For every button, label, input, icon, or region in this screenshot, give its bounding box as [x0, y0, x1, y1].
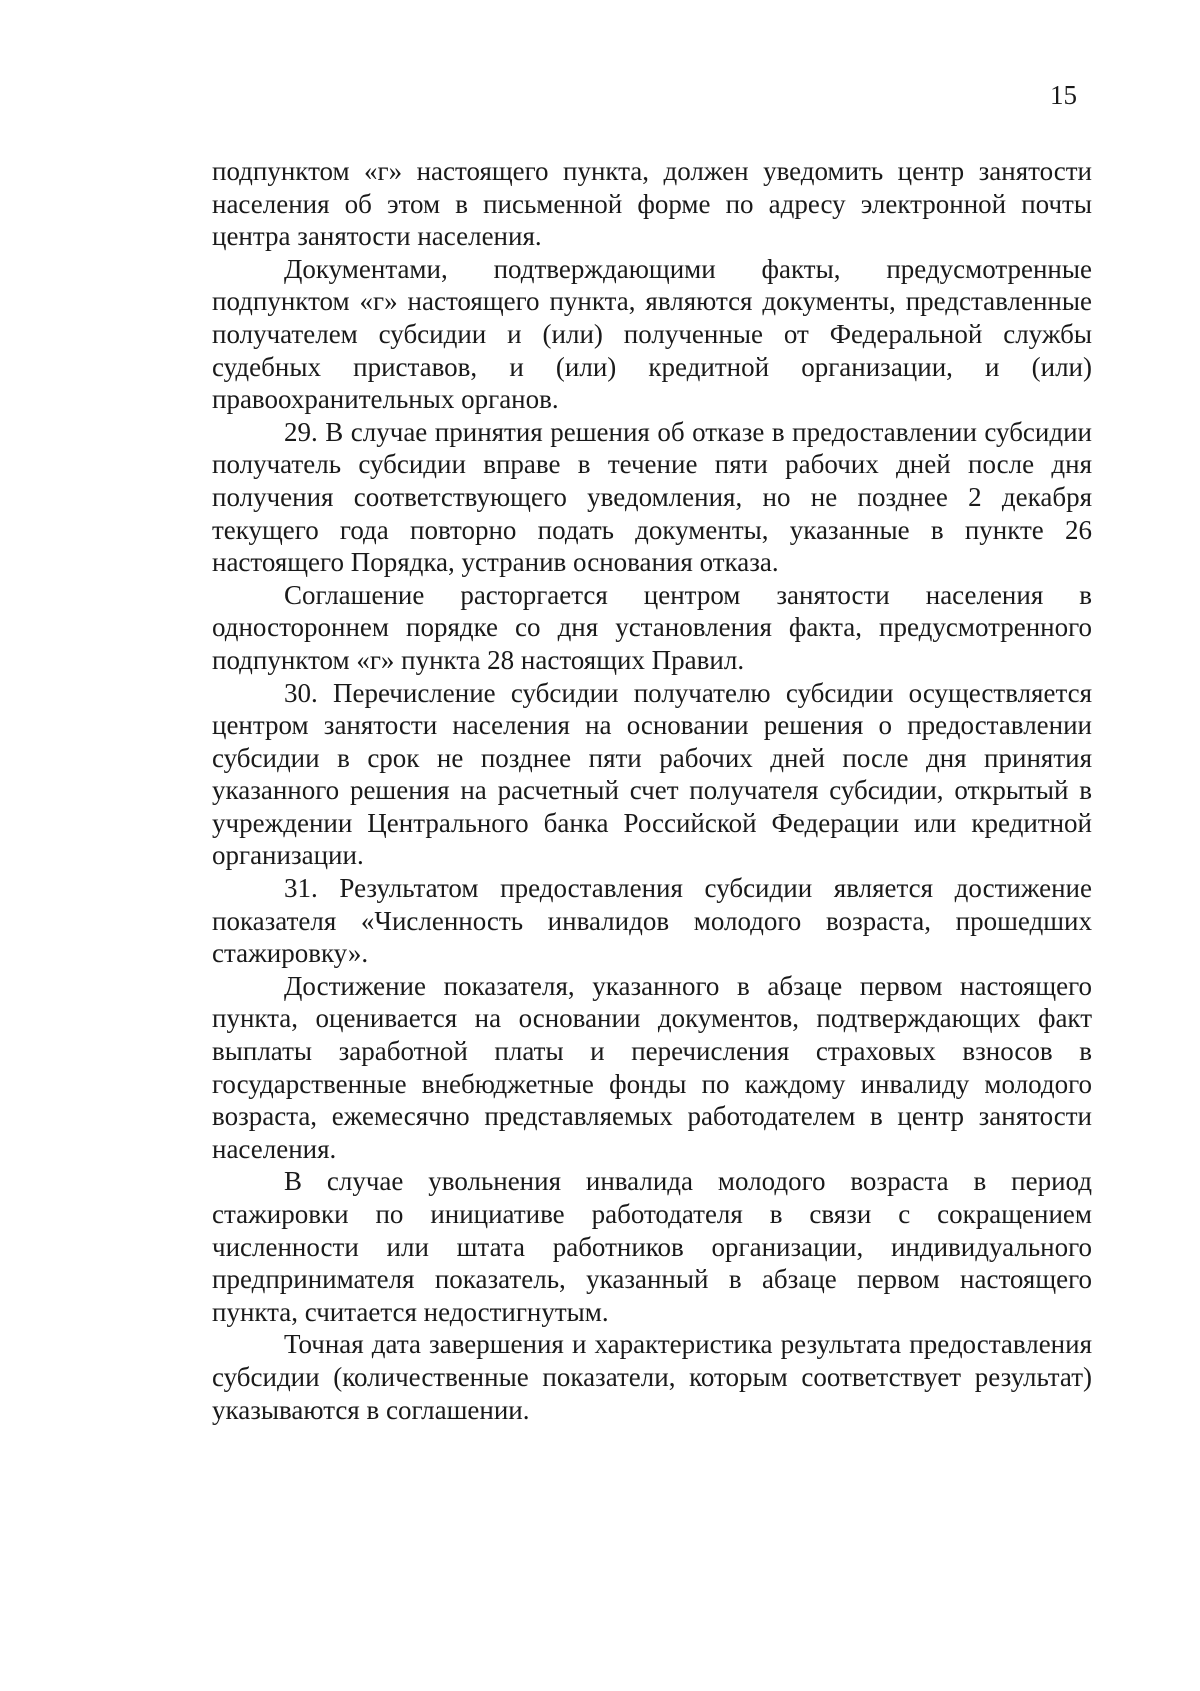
paragraph-agreement-termination: Соглашение расторгается центром занятости населения в одностороннем порядке со дня установления факта, предусмотренного подпунктом «г» пункта 28 настоящих Правил. [212, 579, 1092, 675]
paragraph-continuation: подпунктом «г» настоящего пункта, должен уведомить центр занятости населения об этом в письменной форме по адресу электронной почты центра занятости населения. [212, 156, 1092, 252]
document-body [212, 155, 1092, 1426]
paragraph-item-30: 30. Перечисление субсидии получателю субсидии осуществляется центром занятости населения на основании решения о предоставлении субсидии в срок не позднее пяти рабочих дней после дня принятия указанного решения на расчетный счет получателя субсидии, открытый в учреждении Центрального банка Российской Федерации или кредитной организации. [212, 677, 1092, 871]
paragraph-completion-date: Точная дата завершения и характеристика результата предоставления субсидии (количественные показатели, которым соответствует результат) указываются в соглашении. [212, 1329, 1092, 1425]
paragraph-indicator-assessment: Достижение показателя, указанного в абзаце первом настоящего пункта, оценивается на основании документов, подтверждающих факт выплаты заработной платы и перечисления страховых взносов в государственные внебюджетные фонды по каждому инвалиду молодого возраста, ежемесячно представляемых работодателем в центр занятости населения. [212, 970, 1092, 1164]
paragraph-documents-confirming: Документами, подтверждающими факты, предусмотренные подпунктом «г» настоящего пункта, являются документы, представленные получателем субсидии и (или) полученные от Федеральной службы судебных приставов, и (или) кредитной организации, и (или) правоохранительных органов. [212, 253, 1092, 415]
paragraph-item-29: 29. В случае принятия решения об отказе в предоставлении субсидии получатель субсидии вправе в течение пяти рабочих дней после дня получения соответствующего уведомления, но не позднее 2 декабря текущего года повторно подать документы, указанные в пункте 26 настоящего Порядка, устранив основания отказа. [212, 416, 1092, 578]
page-number: 15 [1050, 80, 1077, 110]
paragraph-dismissal-case: В случае увольнения инвалида молодого возраста в период стажировки по инициативе работодателя в связи с сокращением численности или штата работников организации, индивидуального предпринимателя показатель, указанный в абзаце первом настоящего пункта, считается недостигнутым. [212, 1166, 1092, 1327]
paragraph-item-31: 31. Результатом предоставления субсидии является достижение показателя «Численность инвалидов молодого возраста, прошедших стажировку». [212, 873, 1092, 969]
